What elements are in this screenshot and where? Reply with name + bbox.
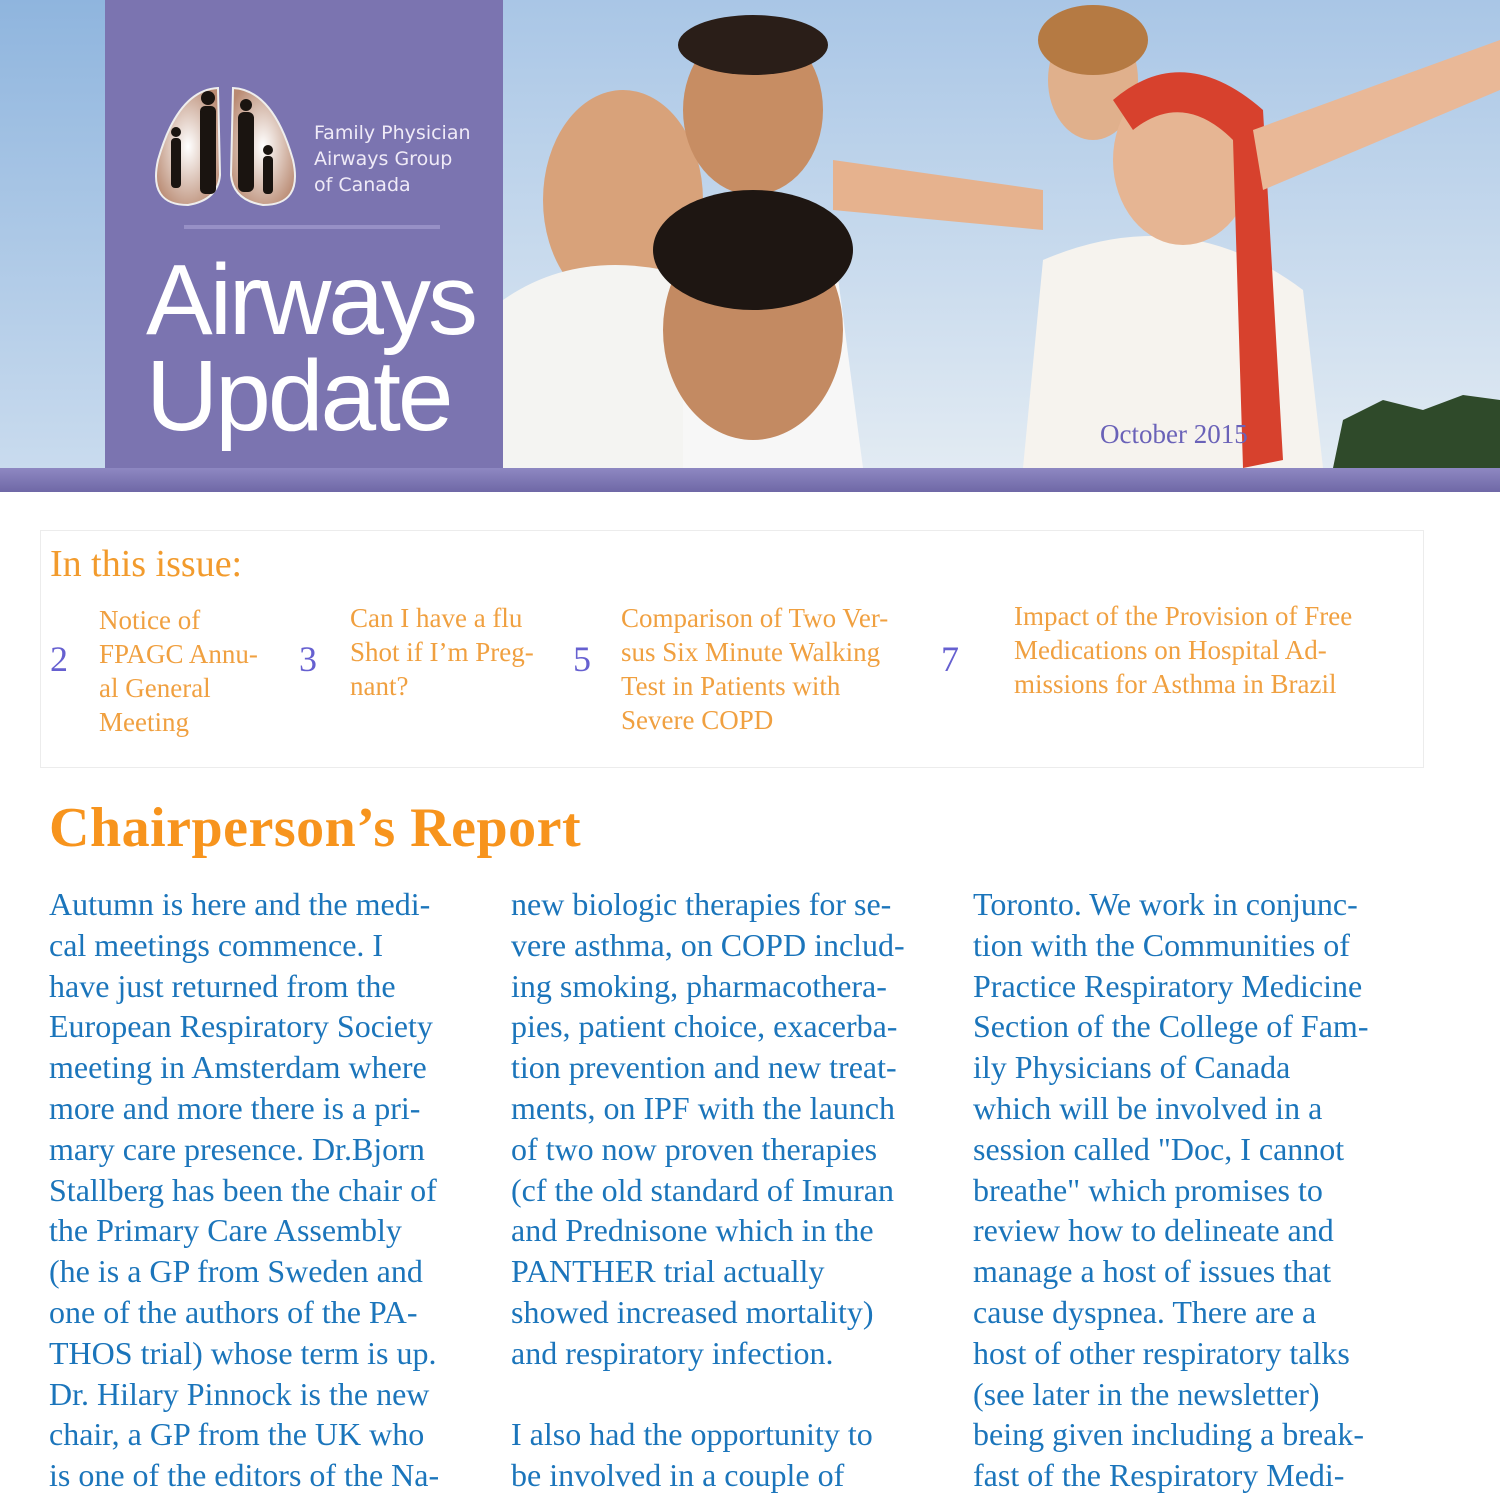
issue-item-line: Impact of the Provision of Free [1014,601,1353,631]
issue-item[interactable] [1014,599,1352,701]
report-text-line: European Respiratory Society [49,1008,433,1045]
report-text-line: and respiratory infection. [511,1334,834,1371]
report-text-line: have just returned from the [49,967,396,1004]
report-text-line: PANTHER trial actually [511,1253,825,1290]
report-text-line: manage a host of issues that [973,1253,1332,1290]
issue-item-line: missions for Asthma in Brazil [1014,669,1337,699]
report-text-line: THOS trial) whose term is up. [49,1334,437,1371]
report-text-line: is one of the editors of the Na- [49,1457,440,1494]
header-band [0,468,1500,492]
report-text-line: of two now proven therapies [511,1130,878,1167]
report-heading: Chairperson’s Report [49,797,582,859]
report-text-line: the Primary Care Assembly [49,1212,402,1249]
report-text-line: more and more there is a pri- [49,1089,421,1126]
in-this-issue-title: In this issue: [50,543,243,585]
issue-item[interactable] [350,601,534,703]
report-text-line: one of the authors of the PA- [49,1293,418,1330]
issue-item-line: Comparison of Two Ver- [621,603,889,633]
report-text-line: (he is a GP from Sweden and [49,1253,423,1290]
divider [184,225,440,229]
page-number[interactable]: 7 [941,639,959,679]
report-text-line: cal meetings commence. I [49,926,384,963]
report-text-line: being given including a break- [973,1416,1364,1453]
issue-item-line: nant? [350,671,409,701]
report-text-line: session called "Doc, I cannot [973,1130,1345,1167]
report-text-line: review how to delineate and [973,1212,1334,1249]
report-text-line: Autumn is here and the medi- [49,886,431,922]
report-text-line [511,1374,905,1415]
page-number[interactable]: 2 [50,639,68,679]
issue-item-line: Notice of [99,605,201,635]
report-text-line: breathe" which promises to [973,1171,1323,1208]
report-text-line: Section of the College of Fam- [973,1008,1369,1045]
report-text-line: host of other respiratory talks [973,1334,1350,1371]
report-text-line: be involved in a couple of [511,1457,845,1494]
report-text-line: Practice Respiratory Medicine [973,967,1363,1004]
report-column-2 [511,884,905,1496]
family-photo-illustration [503,0,1500,468]
title-line: Airways [146,244,476,356]
issue-item-line: Meeting [99,707,189,737]
issue-item[interactable] [621,601,888,737]
report-text-line: showed increased mortality) [511,1293,874,1330]
report-text-line: tion with the Communities of [973,926,1350,963]
report-text-line: fast of the Respiratory Medi- [973,1457,1345,1494]
report-text-line: which will be involved in a [973,1089,1323,1126]
report-text-line: ily Physicians of Canada [973,1049,1291,1086]
report-text-line: new biologic therapies for se- [511,886,892,922]
issue-item-line: al General [99,673,211,703]
report-text-line: Stallberg has been the chair of [49,1171,437,1208]
org-line: Airways Group [314,148,453,170]
issue-item[interactable] [99,603,258,739]
report-text-line: meeting in Amsterdam where [49,1049,427,1086]
report-text-line: Toronto. We work in conjunc- [973,886,1358,922]
report-text-line: (see later in the newsletter) [973,1375,1320,1412]
issue-item-line: Can I have a flu [350,603,523,633]
report-text-line: (cf the old standard of Imuran [511,1171,894,1208]
report-column-3 [973,884,1368,1496]
report-text-line: pies, patient choice, exacerba- [511,1008,898,1045]
issue-item-line: FPAGC Annu- [99,639,258,669]
issue-date: October 2015 [1100,419,1248,449]
report-text-line: chair, a GP from the UK who [49,1416,425,1453]
title-line: Update [146,340,451,452]
report-text-line: mary care presence. Dr.Bjorn [49,1130,425,1167]
report-column-1 [49,884,439,1496]
report-text-line: Dr. Hilary Pinnock is the new [49,1375,430,1412]
issue-item-line: Severe COPD [621,705,774,735]
page-number[interactable]: 5 [573,639,591,679]
issue-item-line: sus Six Minute Walking [621,637,881,667]
issue-item-line: Shot if I’m Preg- [350,637,534,667]
family-photo [503,0,1500,468]
org-line: Family Physician [314,122,471,144]
report-text-line: I also had the opportunity to [511,1416,873,1453]
report-text-line: and Prednisone which in the [511,1212,874,1249]
issue-item-line: Test in Patients with [621,671,841,701]
org-line: of Canada [314,174,411,196]
report-text-line: ments, on IPF with the launch [511,1089,895,1126]
organization-name [314,120,471,198]
newsletter-title [146,244,476,452]
report-text-line: cause dyspnea. There are a [973,1293,1317,1330]
sky-background [0,0,105,468]
report-text-line: tion prevention and new treat- [511,1049,897,1086]
issue-item-line: Medications on Hospital Ad- [1014,635,1327,665]
report-text-line: ing smoking, pharmacothera- [511,967,887,1004]
report-text-line: vere asthma, on COPD includ- [511,926,905,963]
lungs-family-logo [148,80,308,210]
page-number[interactable]: 3 [299,639,317,679]
